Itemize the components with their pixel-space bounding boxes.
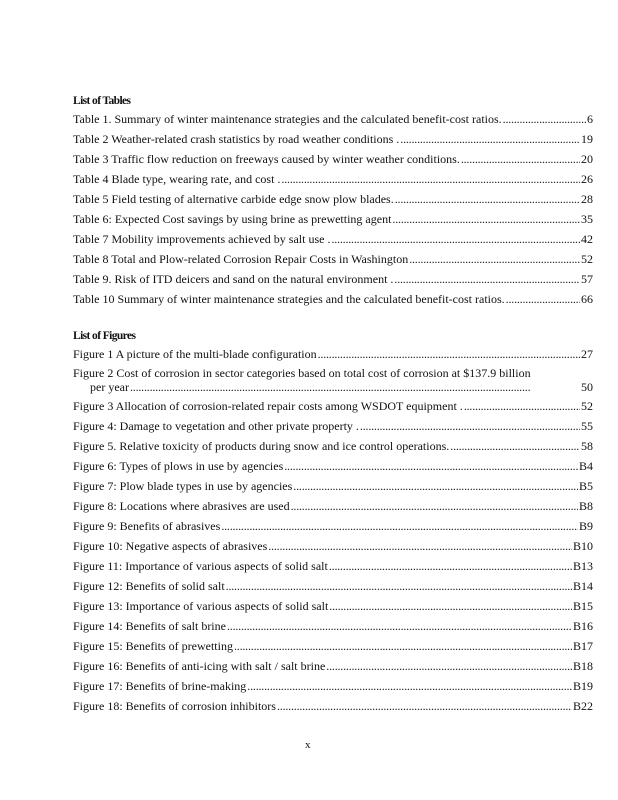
dot-leader	[360, 418, 580, 434]
toc-entry-figure-6[interactable]	[73, 458, 593, 478]
toc-entry-figure-10[interactable]	[73, 538, 593, 558]
entry-page: B13	[572, 559, 593, 573]
dot-leader	[234, 638, 572, 654]
entry-page: B16	[572, 619, 593, 633]
dot-leader	[395, 191, 580, 207]
dot-leader	[293, 478, 578, 494]
entry-page: 42	[581, 232, 593, 246]
toc-entry-figure-14[interactable]	[73, 618, 593, 638]
entry-title: Figure 6: Types of plows in use by agencies	[73, 459, 284, 473]
entry-page: B4	[578, 459, 593, 473]
entry-page: B22	[572, 699, 593, 713]
dot-leader	[221, 518, 578, 534]
toc-entry-figure-9[interactable]	[73, 518, 593, 538]
entry-page: B17	[572, 639, 593, 653]
dot-leader	[226, 578, 572, 594]
toc-entry-figure-2[interactable]	[73, 366, 593, 398]
toc-entry-table-5[interactable]	[73, 191, 593, 211]
toc-entry-table-2[interactable]	[73, 131, 593, 151]
entry-title: Table 1. Summary of winter maintenance strategies and the calculated benefit-cost ratios.	[73, 112, 502, 126]
entry-title: Figure 2 Cost of corrosion in sector categories based on total cost of corrosion at $137.9 billion	[73, 366, 531, 380]
entry-page: B15	[572, 599, 593, 613]
toc-entry-table-8[interactable]	[73, 251, 593, 271]
toc-entry-figure-7[interactable]	[73, 478, 593, 498]
entry-page: 66	[581, 292, 593, 306]
entry-page: 35	[581, 212, 593, 226]
toc-entry-figure-16[interactable]	[73, 658, 593, 678]
entry-page: 20	[581, 152, 593, 166]
dot-leader	[284, 458, 578, 474]
dot-leader	[281, 171, 580, 187]
entry-page: 55	[581, 419, 593, 433]
list-of-figures-heading: List of Figures	[73, 330, 136, 342]
entry-page: 50	[581, 380, 593, 394]
dot-leader	[247, 678, 572, 694]
entry-title: Table 9. Risk of ITD deicers and sand on the natural environment .	[73, 272, 394, 286]
entry-page: B9	[578, 519, 593, 533]
entry-page: 52	[581, 399, 593, 413]
entry-title: Figure 10: Negative aspects of abrasives	[73, 539, 268, 553]
dot-leader	[450, 438, 580, 454]
dot-leader	[329, 558, 572, 574]
section-gap	[73, 311, 593, 329]
toc-entry-table-4[interactable]	[73, 171, 593, 191]
entry-page: 19	[581, 132, 593, 146]
toc-entry-table-7[interactable]	[73, 231, 593, 251]
entry-continuation	[73, 380, 593, 398]
dot-leader	[227, 618, 572, 634]
toc-entry-table-9[interactable]	[73, 271, 593, 291]
entry-title-continued: per year	[90, 380, 129, 394]
entry-title: Figure 12: Benefits of solid salt	[73, 579, 225, 593]
dot-leader	[503, 111, 586, 127]
toc-entry-figure-15[interactable]	[73, 638, 593, 658]
entry-page: 52	[581, 252, 593, 266]
entry-title: Figure 5. Relative toxicity of products during snow and ice control operations.	[73, 439, 450, 453]
toc-entry-figure-8[interactable]	[73, 498, 593, 518]
dot-leader	[464, 398, 580, 414]
entry-page: 27	[581, 347, 593, 361]
toc-entry-figure-12[interactable]	[73, 578, 593, 598]
toc-entry-figure-3[interactable]	[73, 398, 593, 418]
dot-leader	[277, 698, 572, 714]
toc-entry-table-10[interactable]	[73, 291, 593, 311]
entry-title: Figure 8: Locations where abrasives are used	[73, 499, 290, 513]
entry-page: B5	[578, 479, 593, 493]
entry-title: Figure 11: Importance of various aspects of solid salt	[73, 559, 328, 573]
toc-entry-figure-11[interactable]	[73, 558, 593, 578]
dot-leader	[392, 211, 580, 227]
dot-leader	[400, 131, 580, 147]
entry-title: Table 7 Mobility improvements achieved by salt use .	[73, 232, 331, 246]
dot-leader	[331, 231, 580, 247]
dot-leader	[318, 346, 580, 362]
page-number: x	[305, 739, 311, 751]
entry-title: Table 10 Summary of winter maintenance strategies and the calculated benefit-cost ratios.	[73, 292, 505, 306]
toc-entry-figure-18[interactable]	[73, 698, 593, 718]
document-page	[73, 94, 593, 718]
entry-page: B18	[572, 659, 593, 673]
toc-entry-figure-5[interactable]	[73, 438, 593, 458]
dot-leader	[394, 271, 580, 287]
entry-title: Figure 18: Benefits of corrosion inhibitors	[73, 699, 276, 713]
entry-title: Figure 9: Benefits of abrasives	[73, 519, 221, 533]
entry-title: Table 5 Field testing of alternative carbide edge snow plow blades.	[73, 192, 394, 206]
entry-page: 6	[587, 112, 593, 126]
figures-list	[73, 346, 593, 718]
entry-title: Figure 15: Benefits of prewetting	[73, 639, 233, 653]
toc-entry-figure-17[interactable]	[73, 678, 593, 698]
entry-title: Figure 17: Benefits of brine-making	[73, 679, 247, 693]
entry-title: Figure 16: Benefits of anti-icing with salt / salt brine	[73, 659, 326, 673]
dot-leader	[326, 658, 572, 674]
entry-title: Table 6: Expected Cost savings by using brine as prewetting agent	[73, 212, 392, 226]
dot-leader	[461, 151, 580, 167]
toc-entry-figure-13[interactable]	[73, 598, 593, 618]
entry-page: 28	[581, 192, 593, 206]
entry-page: 26	[581, 172, 593, 186]
entry-title: Figure 3 Allocation of corrosion-related repair costs among WSDOT equipment .	[73, 399, 463, 413]
entry-title: Figure 14: Benefits of salt brine	[73, 619, 226, 633]
dot-leader	[130, 380, 580, 394]
entry-page: B8	[578, 499, 593, 513]
entry-title: Figure 1 A picture of the multi-blade configuration	[73, 347, 317, 361]
entry-title: Figure 13: Importance of various aspects of solid salt	[73, 599, 329, 613]
toc-entry-table-3[interactable]	[73, 151, 593, 171]
entry-page: B14	[572, 579, 593, 593]
entry-title: Figure 4: Damage to vegetation and other private property .	[73, 419, 359, 433]
dot-leader	[291, 498, 578, 514]
dot-leader	[409, 251, 580, 267]
dot-leader	[268, 538, 572, 554]
tables-list	[73, 111, 593, 311]
toc-entry-figure-4[interactable]	[73, 418, 593, 438]
toc-entry-table-1[interactable]	[73, 111, 593, 131]
toc-entry-figure-1[interactable]	[73, 346, 593, 366]
dot-leader	[329, 598, 572, 614]
entry-page: 57	[581, 272, 593, 286]
dot-leader	[506, 291, 580, 307]
entry-title: Table 4 Blade type, wearing rate, and cost .	[73, 172, 281, 186]
entry-page: B19	[572, 679, 593, 693]
entry-page: B10	[572, 539, 593, 553]
entry-title: Table 3 Traffic flow reduction on freeways caused by winter weather conditions.	[73, 152, 460, 166]
entry-page: 58	[581, 439, 593, 453]
entry-title: Figure 7: Plow blade types in use by agencies	[73, 479, 293, 493]
toc-entry-table-6[interactable]	[73, 211, 593, 231]
entry-title: Table 8 Total and Plow-related Corrosion Repair Costs in Washington	[73, 252, 409, 266]
list-of-tables-heading: List of Tables	[73, 95, 131, 107]
entry-title: Table 2 Weather-related crash statistics by road weather conditions .	[73, 132, 400, 146]
